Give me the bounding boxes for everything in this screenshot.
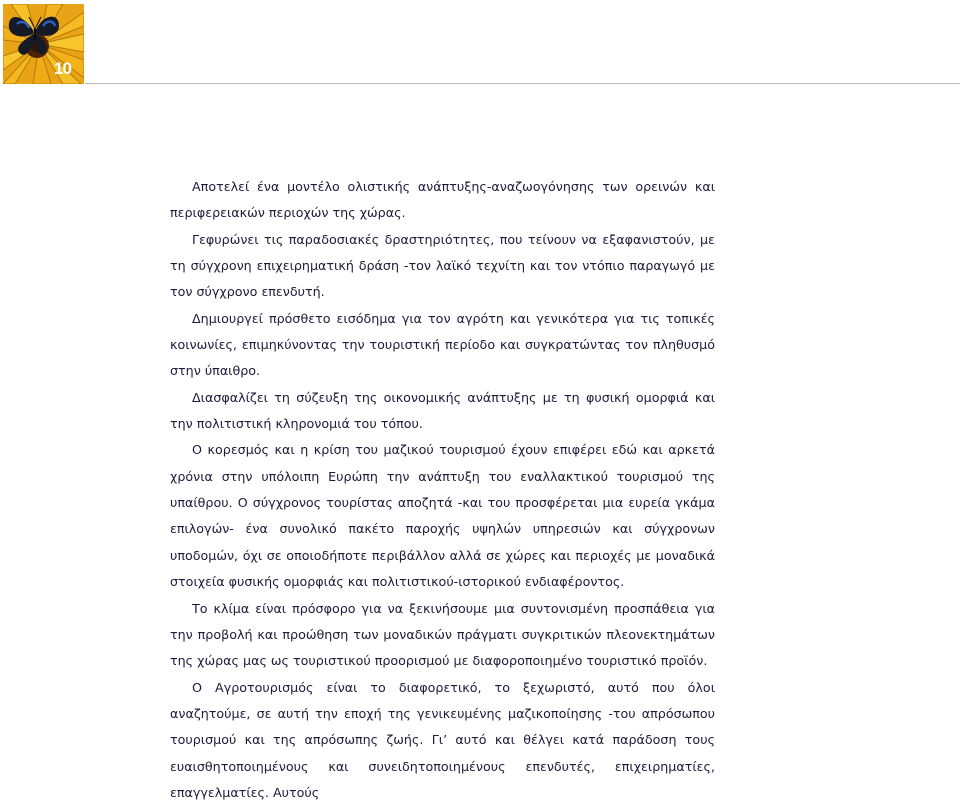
- body-text: [170, 174, 715, 806]
- paragraph: Ο κορεσμός και η κρίση του μαζικού τουρισμού έχουν επιφέρει εδώ και αρκετά χρόνια στην υπόλοιπη Ευρώπη την ανάπτυξη του εναλλακτικού τουρισμού της υπαίθρου. Ο σύγχρονος τουρίστας αποζητά -και του προσφέρεται μια ευρεία γκάμα επιλογών- ένα συνολικό πακέτο παροχής υψηλών υπηρεσιών και σύγχρονων υποδομών, όχι σε οποιοδήποτε περιβάλλον αλλά σε χώρες και περιοχές με μοναδικά στοιχεία φυσικής ομορφιάς και πολιτιστικού-ιστορικού ενδιαφέροντος.: [170, 442, 715, 590]
- page-header: [0, 0, 960, 84]
- paragraph: Ο Αγροτουρισμός είναι το διαφορετικό, το ξεχωριστό, αυτό που όλοι αναζητούμε, σε αυτή την εποχή της γενικευμένης μαζικοποίησης -του απρόσωπου τουρισμού και της απρόσωπης ζωής. Γι’ αυτό και θέλγει κατά παράδοση τους ευαισθητοποιημένους και συνειδητοποιημένους επενδυτές, επιχειρηματίες, επαγγελματίες. Αυτούς: [170, 679, 715, 800]
- paragraph: Διασφαλίζει τη σύζευξη της οικονομικής ανάπτυξης με τη φυσική ομορφιά και την πολιτιστική κληρονομιά του τόπου.: [170, 389, 715, 432]
- page-number: 10: [54, 59, 71, 78]
- paragraph: Γεφυρώνει τις παραδοσιακές δραστηριότητες, που τείνουν να εξαφανιστούν, με τη σύγχρονη επιχειρηματική δράση -τον λαϊκό τεχνίτη και τον ντόπιο παραγωγό με τον σύγχρονο επενδυτή.: [170, 231, 715, 300]
- header-divider: [85, 83, 960, 84]
- paragraph: Αποτελεί ένα μοντέλο ολιστικής ανάπτυξης-αναζωογόνησης των ορεινών και περιφερειακών περιοχών της χώρας.: [170, 179, 715, 221]
- paragraph: Το κλίμα είναι πρόσφορο για να ξεκινήσουμε μια συντονισμένη προσπάθεια για την προβολή και προώθηση των μοναδικών πράγματι συγκριτικών πλεονεκτημάτων της χώρας μας ως τουριστικού προορισμού με διαφοροποιημένο τουριστικό προϊόν.: [170, 600, 715, 669]
- paragraph: Δημιουργεί πρόσθετο εισόδημα για τον αγρότη και γενικότερα για τις τοπικές κοινωνίες, επιμηκύνοντας την τουριστική περίοδο και συγκρατώντας τον πληθυσμό στην ύπαιθρο.: [170, 310, 715, 379]
- butterfly-on-yellow-flower-icon: [3, 4, 84, 84]
